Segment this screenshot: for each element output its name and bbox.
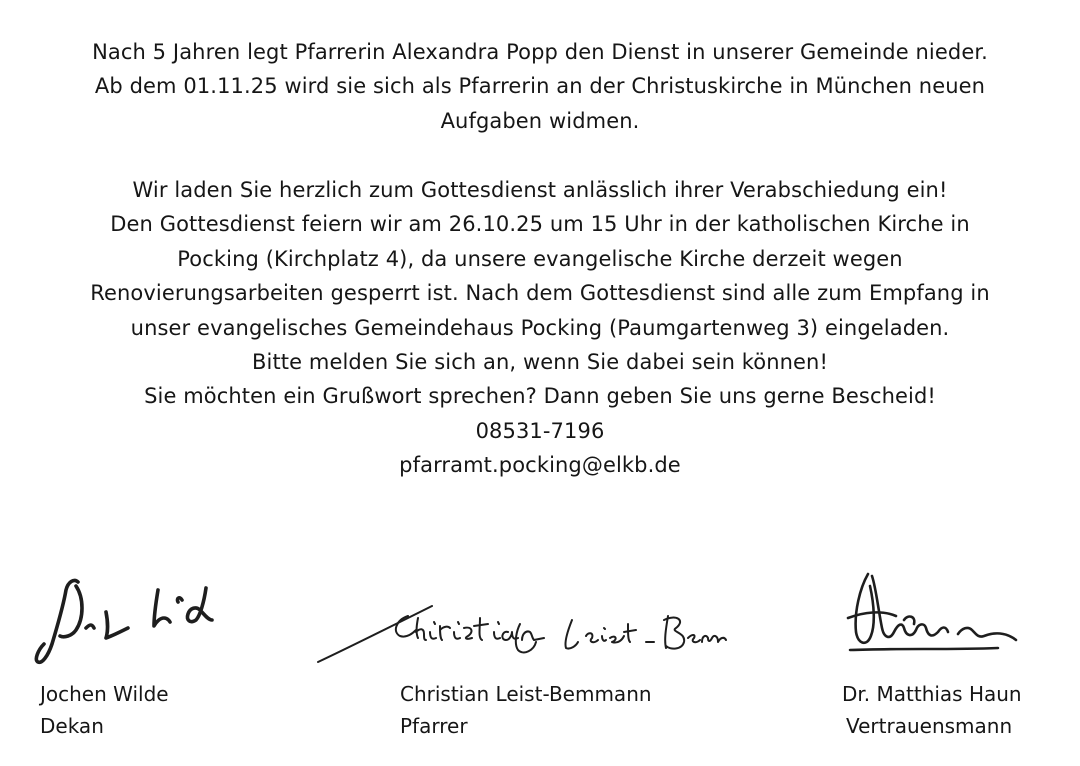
signature-wilde-icon xyxy=(30,568,220,672)
signatory-name: Christian Leist-Bemmann xyxy=(400,682,652,706)
signatory-haun xyxy=(842,678,1022,742)
email-address: pfarramt.pocking@elkb.de xyxy=(399,453,681,478)
signatory-name: Dr. Matthias Haun xyxy=(842,682,1022,706)
invitation-line: Pocking (Kirchplatz 4), da unsere evangelische Kirche derzeit wegen xyxy=(177,246,903,271)
signatory-role: Dekan xyxy=(40,714,104,738)
announcement-line: Ab dem 01.11.25 wird sie sich als Pfarrerin an der Christuskirche in München neuen xyxy=(94,74,986,99)
signatory-wilde xyxy=(40,678,169,742)
signature-haun-icon xyxy=(838,568,1028,664)
phone-number: 08531-7196 xyxy=(475,418,605,443)
signatory-role: Pfarrer xyxy=(400,714,468,738)
invitation-line: Den Gottesdienst feiern wir am 26.10.25 um 15 Uhr in der katholischen Kirche in xyxy=(110,212,970,237)
invitation-paragraph xyxy=(20,173,1060,483)
signatory-name: Jochen Wilde xyxy=(40,682,169,706)
announcement-line: Nach 5 Jahren legt Pfarrerin Alexandra Popp den Dienst in unserer Gemeinde nieder. xyxy=(92,40,988,64)
invitation-line: Renovierungsarbeiten gesperrt ist. Nach dem Gottesdienst sind alle zum Empfang in xyxy=(90,281,990,306)
invitation-line: Wir laden Sie herzlich zum Gottesdienst anlässlich ihrer Verabschiedung ein! xyxy=(132,178,948,202)
signature-leist-bemmann-icon xyxy=(312,598,732,668)
signatory-role: Vertrauensmann xyxy=(846,714,1013,738)
announcement-line: Aufgaben widmen. xyxy=(440,108,640,133)
announcement-paragraph xyxy=(20,35,1060,138)
signatory-leist-bemmann xyxy=(400,678,652,742)
invitation-line: unser evangelisches Gemeindehaus Pocking (Paumgartenweg 3) eingeladen. xyxy=(130,315,950,340)
invitation-line: Sie möchten ein Grußwort sprechen? Dann geben Sie uns gerne Bescheid! xyxy=(144,384,936,409)
invitation-line: Bitte melden Sie sich an, wenn Sie dabei sein können! xyxy=(252,350,828,375)
